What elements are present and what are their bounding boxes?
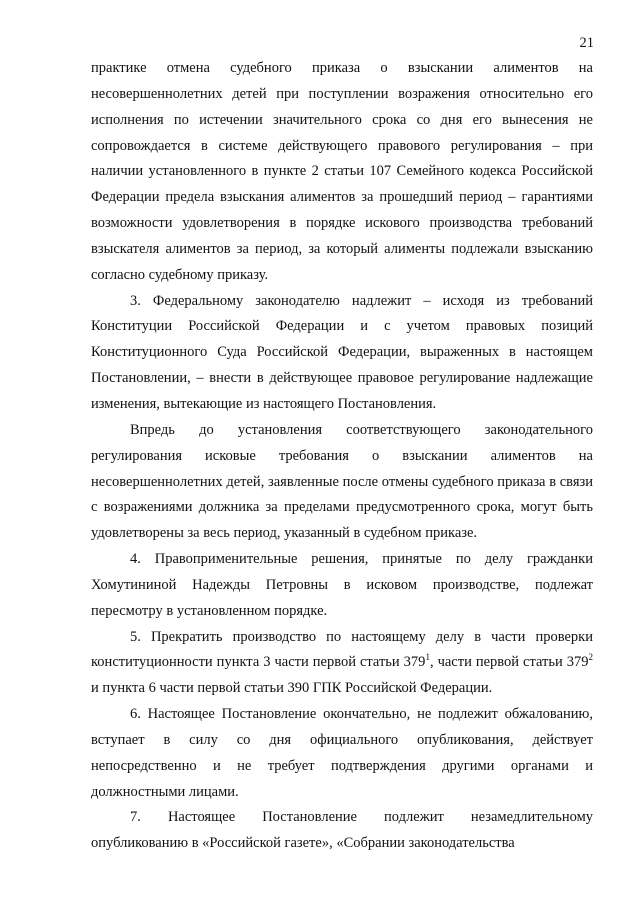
paragraph-item-5-part-a: 5. Прекратить производство по настоящему делу в части проверки конституционности пункта 3 части первой статьи 379 — [91, 628, 593, 671]
paragraph-item-3: 3. Федеральному законодателю надлежит – исходя из требований Конституции Российской Федерации и с учетом правовых позиций Конституционного Суда Российской Федерации, выраженных в настоящем Постановлении, – внести в действующее правовое регулирование надлежащие изменения, вытекающие из настоящего Постановления. — [91, 292, 593, 412]
page-number: 21 — [579, 35, 594, 51]
paragraph-item-5 — [91, 625, 593, 703]
paragraph-continuation: практике отмена судебного приказа о взыскании алиментов на несовершеннолетних детей при поступлении возражения относительно его исполнения по истечении значительного срока со дня его вынесения не сопровождается в системе действующего правового регулирования – при наличии установленного в пункте 2 статьи 107 Семейного кодекса Российской Федерации предела взыскания алиментов за прошедший период – гарантиями возможности удовлетворения в порядке искового производства требований взыскателя алиментов за период, за который алименты подлежали взысканию согласно судебному приказу. — [91, 60, 593, 283]
paragraph-item-7: 7. Настоящее Постановление подлежит незамедлительному опубликованию в «Российской газете», «Собрании законодательства — [91, 809, 593, 852]
paragraph-item-4: 4. Правоприменительные решения, принятые по делу гражданки Хомутининой Надежды Петровны в исковом производстве, подлежат пересмотру в установленном порядке. — [91, 551, 593, 619]
paragraph-item-5-part-c: и пункта 6 части первой статьи 390 ГПК Российской Федерации. — [91, 680, 493, 697]
paragraph-item-5-part-b: , части первой статьи 379 — [429, 654, 589, 671]
paragraph-item-6: 6. Настоящее Постановление окончательно, не подлежит обжалованию, вступает в силу со дня официального опубликования, действует непосредственно и не требует подтверждения другими органами и должностными лицами. — [91, 706, 593, 800]
document-body — [91, 56, 593, 857]
superscript-2: 2 — [588, 652, 593, 663]
superscript-1: 1 — [425, 652, 430, 663]
paragraph-interim-rule: Впредь до установления соответствующего законодательного регулирования исковые требования о взыскании алиментов на несовершеннолетних детей, заявленные после отмены судебного приказа в связи с возражениями должника за пределами предусмотренного срока, могут быть удовлетворены за весь период, указанный в судебном приказе. — [91, 421, 593, 542]
